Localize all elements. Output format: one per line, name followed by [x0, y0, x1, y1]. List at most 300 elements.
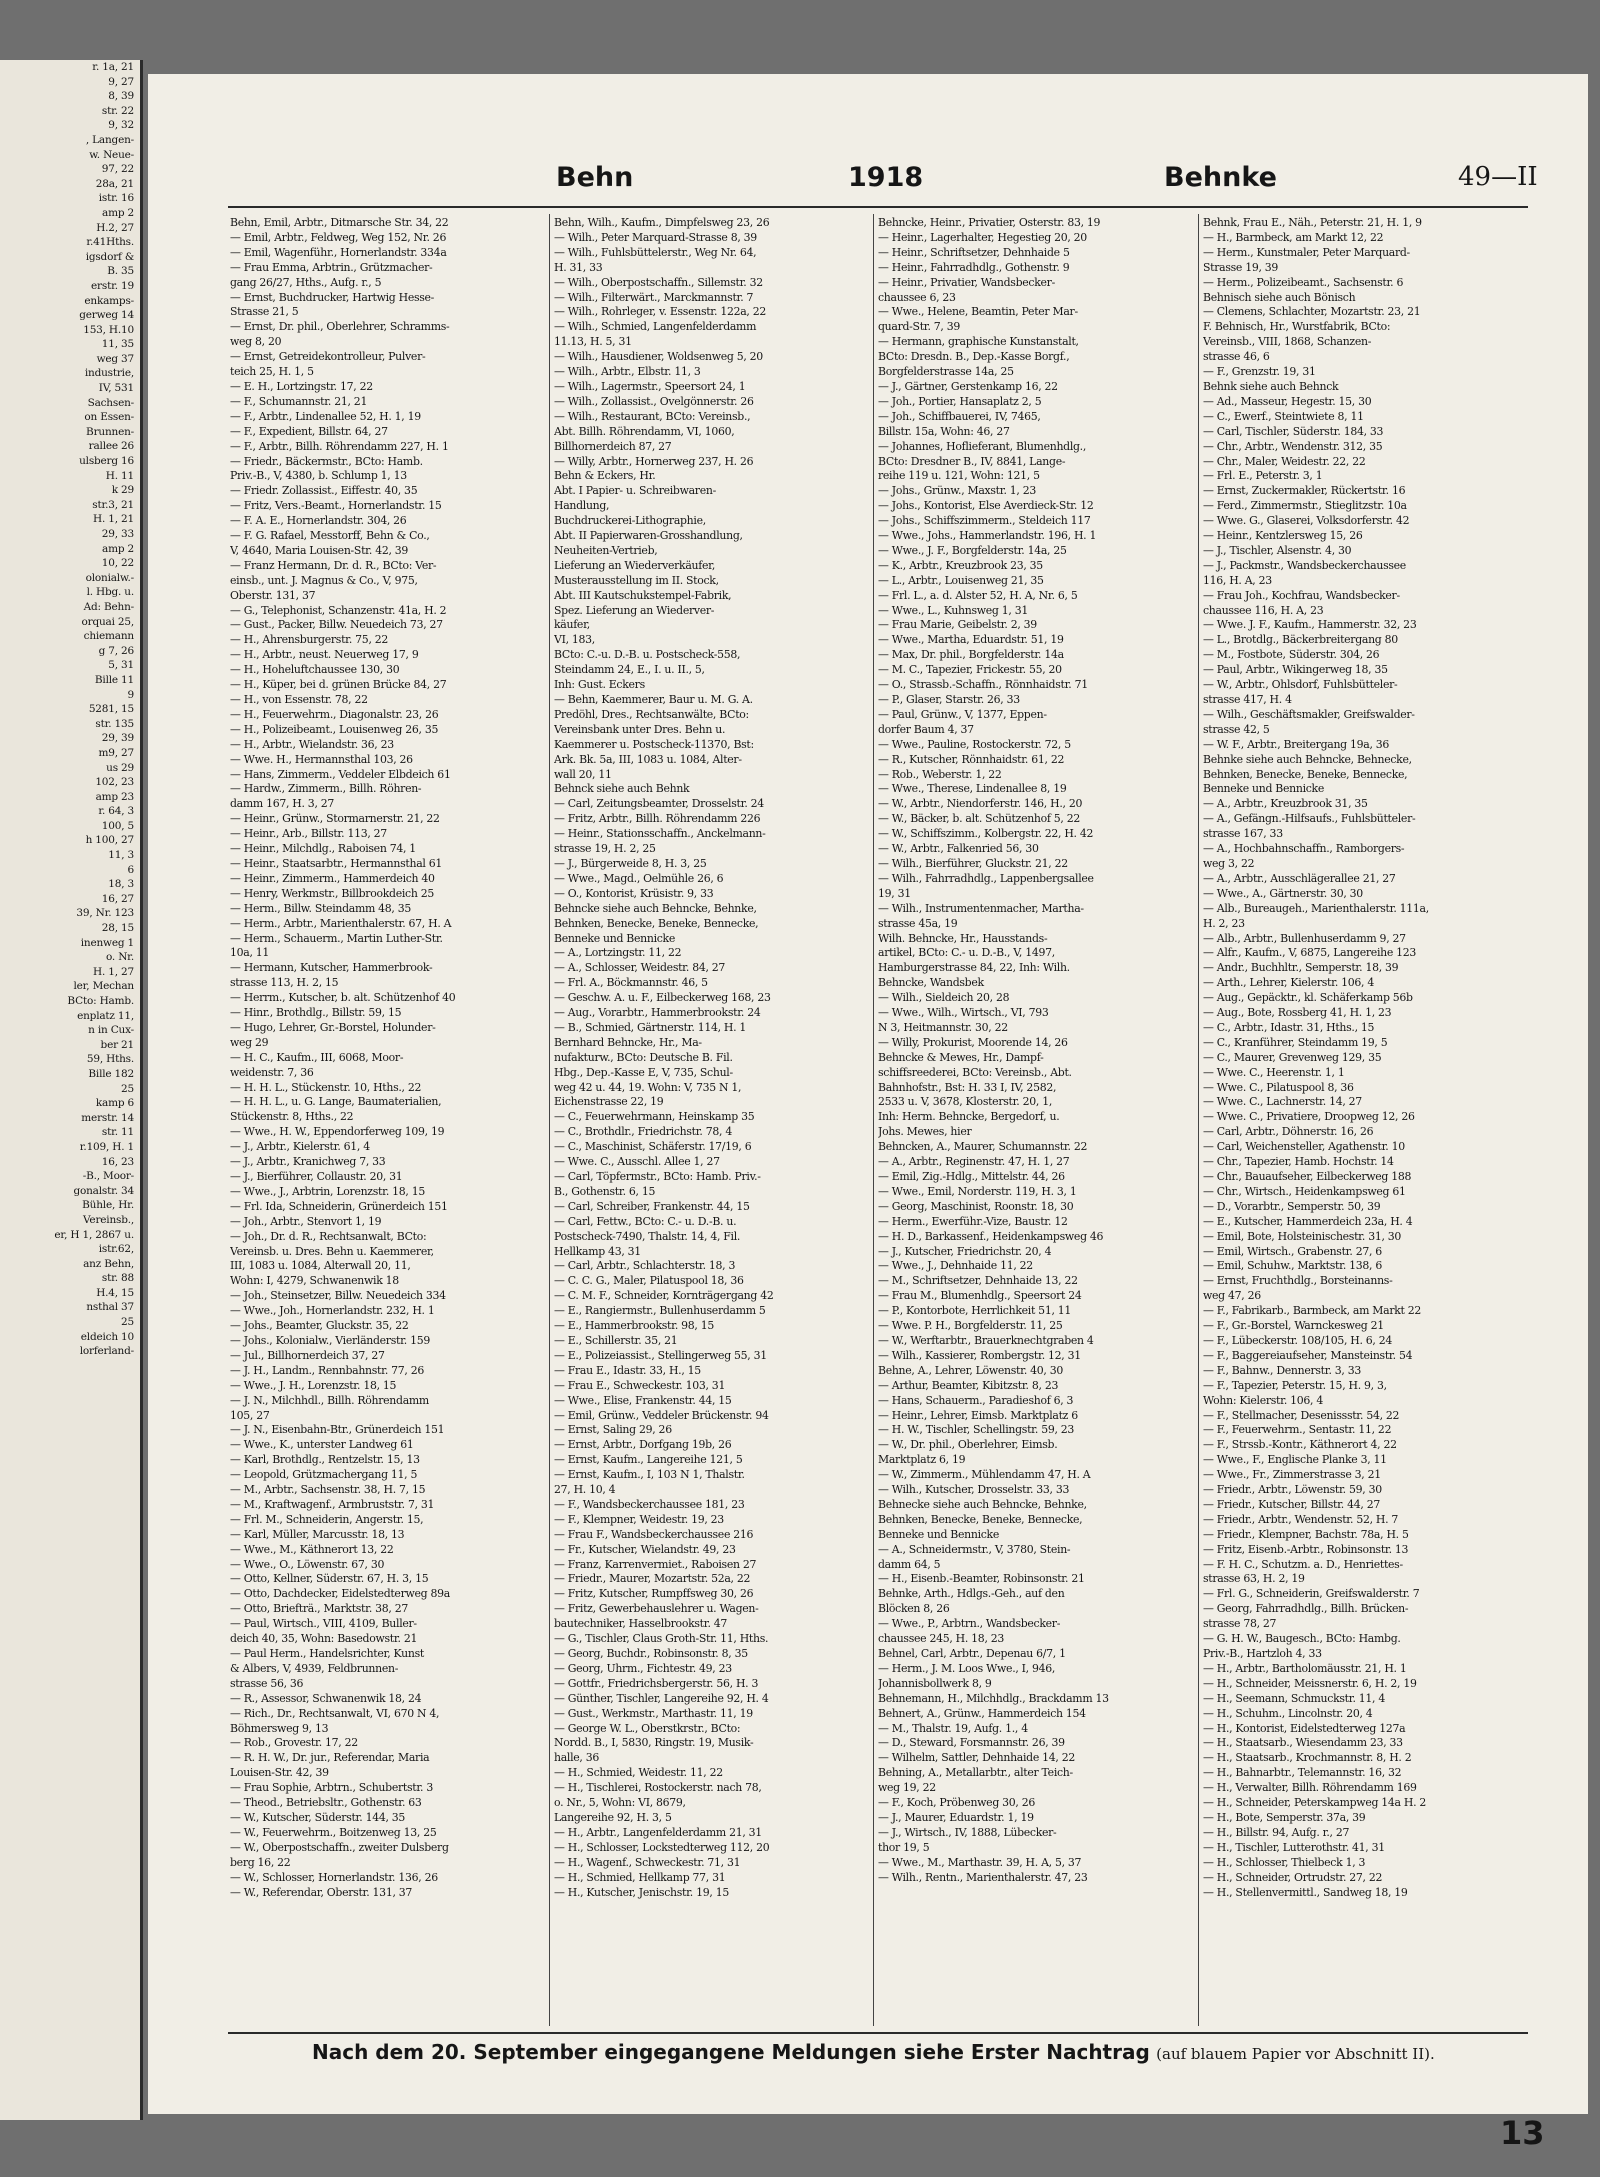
directory-entry: — H. D., Barkassenf., Heidenkampsweg 46	[878, 1229, 1104, 1243]
directory-entry: chaussee 116, H. A, 23	[1203, 603, 1324, 617]
directory-entry: deich 40, 35, Wohn: Basedowstr. 21	[230, 1632, 418, 1646]
directory-entry: — Wwe., Therese, Lindenallee 8, 19	[878, 782, 1067, 796]
directory-entry: — A., Lortzingstr. 11, 22	[554, 946, 682, 960]
fragment-line: amp 2	[102, 206, 134, 219]
directory-entry: — Wilh., Geschäftsmakler, Greifswalder-	[1203, 707, 1415, 721]
directory-entry: — E., Polizeiassist., Stellingerweg 55, 31	[554, 1348, 767, 1362]
directory-entry: weg 3, 22	[1203, 856, 1255, 870]
directory-entry: — R., Kutscher, Rönnhaidstr. 61, 22	[878, 752, 1065, 766]
directory-entry: bautechniker, Hasselbrookstr. 47	[554, 1617, 728, 1631]
directory-entry: — Friedr., Kutscher, Billstr. 44, 27	[1203, 1497, 1380, 1511]
page-header	[148, 162, 1588, 202]
directory-entry: Benneke und Bennicke	[554, 931, 675, 945]
directory-entry: — Georg, Buchdr., Robinsonstr. 8, 35	[554, 1647, 748, 1660]
fragment-line: r. 64, 3	[98, 805, 134, 818]
fragment-line: IV, 531	[98, 382, 134, 395]
directory-entry: — F., Bahnw., Dennerstr. 3, 33	[1203, 1363, 1361, 1377]
directory-entry: — Herm., Arbtr., Marienthalerstr. 67, H. A	[230, 916, 452, 930]
directory-entry: Behnke, Arth., Hdlgs.-Geh., auf den	[878, 1587, 1065, 1601]
directory-entry: — Georg, Fahrradhdlg., Billh. Brücken-	[1203, 1602, 1409, 1616]
directory-entry: Vereinsb. u. Dres. Behn u. Kaemmerer,	[230, 1244, 434, 1258]
directory-entry: — Wwe., Helene, Beamtin, Peter Mar-	[878, 305, 1078, 319]
directory-entry: — H., Schneider, Meissnerstr. 6, H. 2, 19	[1203, 1676, 1417, 1690]
directory-entry: — W., Zimmerm., Mühlendamm 47, H. A	[878, 1468, 1091, 1482]
directory-entry: — A., Arbtr., Reginenstr. 47, H. 1, 27	[878, 1155, 1070, 1169]
directory-entry: — J. N., Milchhdl., Billh. Röhrendamm	[230, 1393, 429, 1407]
column-divider	[1198, 214, 1199, 2026]
fragment-line: erstr. 19	[91, 279, 134, 292]
fragment-line: Ad: Behn-	[83, 600, 134, 613]
directory-entry: — Wwe., Emil, Norderstr. 119, H. 3, 1	[878, 1184, 1077, 1198]
directory-entry: — D., Vorarbtr., Semperstr. 50, 39	[1203, 1199, 1381, 1213]
directory-entry: — Frl. M., Schneiderin, Angerstr. 15,	[230, 1512, 424, 1526]
directory-entry: halle, 36	[554, 1751, 599, 1765]
directory-entry: — J., Maurer, Eduardstr. 1, 19	[878, 1810, 1034, 1824]
directory-entry: — Johs., Schiffszimmerm., Steldeich 117	[878, 514, 1091, 528]
directory-entry: — Frl. G., Schneiderin, Greifswalderstr. 7	[1203, 1587, 1420, 1601]
directory-entry: Predöhl, Dres., Rechtsanwälte, BCto:	[554, 707, 749, 721]
directory-entry: — A., Schlosser, Weidestr. 84, 27	[554, 961, 726, 975]
directory-entry: — Wwe., M., Käthnerort 13, 22	[230, 1542, 394, 1556]
directory-entry: Inh: Gust. Eckers	[554, 678, 645, 692]
fragment-line: enplatz 11,	[77, 1009, 134, 1022]
directory-entry: — Frau Sophie, Arbtrn., Schubertstr. 3	[230, 1781, 433, 1795]
fragment-line: merstr. 14	[81, 1111, 134, 1124]
directory-entry: — A., Gefängn.-Hilfsaufs., Fuhlsbütteler-	[1203, 812, 1416, 826]
directory-entry: Behnke siehe auch Behncke, Behnecke,	[1203, 752, 1412, 766]
fragment-line: 8, 39	[108, 90, 134, 103]
directory-entry: Johannisbollwerk 8, 9	[878, 1676, 992, 1690]
fragment-line: 5281, 15	[88, 703, 134, 716]
directory-entry: — Wwe. C., Pilatuspool 8, 36	[1203, 1080, 1354, 1094]
fragment-line: nsthal 37	[86, 1301, 134, 1314]
directory-entry: 11.13, H. 5, 31	[554, 335, 632, 349]
directory-entry: — F., Gr.-Borstel, Warnckesweg 21	[1203, 1319, 1384, 1333]
directory-entry: — Paul Herm., Handelsrichter, Kunst	[230, 1647, 424, 1660]
fragment-line: -B., Moor-	[82, 1170, 134, 1183]
directory-entry: — J., Packmstr., Wandsbeckerchaussee	[1203, 558, 1406, 572]
fragment-line: B. 35	[107, 265, 134, 278]
fragment-line: r. 1a, 21	[92, 61, 134, 73]
directory-entry: thor 19, 5	[878, 1840, 930, 1854]
directory-entry: — Wilh., Oberpostschaffn., Sillemstr. 32	[554, 275, 763, 289]
directory-entry: strasse 417, H. 4	[1203, 693, 1292, 706]
directory-entry: — Gottfr., Friedrichsbergerstr. 56, H. 3	[554, 1676, 759, 1690]
directory-entry: — Franz, Karrenvermiet., Raboisen 27	[554, 1557, 757, 1571]
directory-entry: — J., Arbtr., Kranichweg 7, 33	[230, 1155, 386, 1169]
directory-entry: Wohn: Kielerstr. 106, 4	[1203, 1393, 1324, 1407]
directory-entry: weg 29	[230, 1035, 269, 1049]
directory-entry: — M., Fostbote, Süderstr. 304, 26	[1203, 648, 1380, 662]
directory-entry: — Heinr., Kentzlersweg 15, 26	[1203, 529, 1363, 543]
directory-entry: — Wwe., P., Arbtrn., Wandsbecker-	[878, 1617, 1061, 1631]
directory-entry: 2533 u. V, 3678, Klosterstr. 20, 1,	[878, 1095, 1053, 1109]
directory-entry: Inh: Herm. Behncke, Bergedorf, u.	[878, 1110, 1060, 1124]
directory-entry: — J., Bürgerweide 8, H. 3, 25	[554, 856, 707, 870]
directory-entry: — Jul., Billhornerdeich 37, 27	[230, 1348, 385, 1362]
directory-entry: — Wwe., Magd., Oelmühle 26, 6	[554, 871, 724, 885]
fragment-line: amp 23	[95, 790, 134, 803]
directory-entry: BCto: Dresdn. B., Dep.-Kasse Borgf.,	[878, 350, 1070, 364]
directory-entry: Bahnhofstr., Bst: H. 33 I, IV, 2582,	[878, 1080, 1057, 1094]
fragment-line: h 100, 27	[85, 834, 134, 847]
directory-entry: — Emil, Bote, Holsteinischestr. 31, 30	[1203, 1229, 1402, 1243]
directory-entry: berg 16, 22	[230, 1855, 291, 1869]
directory-page	[148, 74, 1588, 2152]
directory-entry: — H., Arbtr., Bartholomäusstr. 21, H. 1	[1203, 1661, 1407, 1675]
fragment-line: 10, 22	[101, 557, 134, 570]
directory-entry: Johs. Mewes, hier	[878, 1125, 972, 1139]
directory-entry: Abt. Billh. Röhrendamm, VI, 1060,	[554, 424, 735, 438]
directory-entry: — Carl, Zeitungsbeamter, Drosselstr. 24	[554, 797, 764, 811]
directory-entry: — Heinr., Lehrer, Eimsb. Marktplatz 6	[878, 1408, 1078, 1422]
directory-entry: Behncke, Wandsbek	[878, 976, 984, 990]
directory-entry: — W., Feuerwehrm., Boitzenweg 13, 25	[230, 1825, 437, 1839]
directory-entry: — Ad., Masseur, Hegestr. 15, 30	[1203, 394, 1372, 408]
directory-entry: — Aug., Gepäcktr., kl. Schäferkamp 56b	[1203, 991, 1413, 1005]
directory-entry: — Chr., Bauaufseher, Eilbeckerweg 188	[1203, 1170, 1412, 1183]
directory-entry: — A., Schneidermstr., V, 3780, Stein-	[878, 1542, 1071, 1556]
fragment-line: 9, 32	[108, 119, 134, 132]
directory-entry: — Wwe., F., Englische Planke 3, 11	[1203, 1453, 1387, 1467]
directory-entry: — Herm., Polizeibeamt., Sachsenstr. 6	[1203, 275, 1404, 289]
directory-entry: — Frl. L., a. d. Alster 52, H. A, Nr. 6, 5	[878, 588, 1078, 602]
directory-entry: — Herm., Billw. Steindamm 48, 35	[230, 901, 412, 915]
directory-entry: — F., Lübeckerstr. 108/105, H. 6, 24	[1203, 1333, 1393, 1347]
directory-entry: B., Gothenstr. 6, 15	[554, 1184, 656, 1198]
directory-entry: dorfer Baum 4, 37	[878, 722, 974, 736]
fragment-line: weg 37	[96, 352, 134, 365]
fragment-line: kamp 6	[95, 1097, 134, 1110]
directory-entry: — Alb., Bureaugeh., Marienthalerstr. 111a,	[1203, 901, 1429, 915]
directory-entry: — B., Schmied, Gärtnerstr. 114, H. 1	[554, 1020, 747, 1034]
directory-entry: — H., Küper, bei d. grünen Brücke 84, 27	[230, 678, 447, 692]
directory-entry: — W., Arbtr., Falkenried 56, 30	[878, 842, 1039, 856]
directory-entry: — Heinr., Arb., Billstr. 113, 27	[230, 827, 387, 841]
directory-entry: Hamburgerstrasse 84, 22, Inh: Wilh.	[878, 961, 1070, 975]
directory-entry: Bernhard Behncke, Hr., Ma-	[554, 1035, 702, 1049]
column-1	[230, 216, 548, 2026]
directory-entry: Abt. I Papier- u. Schreibwaren-	[554, 484, 716, 498]
fragment-line: Vereinsb.,	[83, 1213, 134, 1226]
directory-entry: — Wilh., Kutscher, Drosselstr. 33, 33	[878, 1483, 1070, 1497]
directory-entry: — C., Brothdlr., Friedrichstr. 78, 4	[554, 1125, 732, 1139]
directory-entry: weg 8, 20	[230, 335, 282, 349]
directory-entry: — Wilh., Rohrleger, v. Essenstr. 122a, 22	[554, 305, 767, 319]
directory-entry: Eichenstrasse 22, 19	[554, 1095, 664, 1109]
directory-entry: — H., Schmied, Weidestr. 11, 22	[554, 1766, 723, 1780]
directory-entry: Vereinsb., VIII, 1868, Schanzen-	[1203, 335, 1372, 349]
directory-entry: Stückenstr. 8, Hths., 22	[230, 1110, 354, 1124]
directory-entry: quard-Str. 7, 39	[878, 320, 961, 334]
directory-entry: — Emil, Wagenführ., Hornerlandstr. 334a	[230, 245, 447, 259]
directory-entry: — Frau Emma, Arbtrin., Grützmacher-	[230, 260, 433, 274]
directory-entry: — Heinr., Milchdlg., Raboisen 74, 1	[230, 842, 416, 856]
directory-entry: — F., Arbtr., Lindenallee 52, H. 1, 19	[230, 409, 421, 423]
directory-entry: — G. H. W., Baugesch., BCto: Hambg.	[1203, 1632, 1401, 1646]
fragment-line: amp 2	[102, 542, 134, 555]
directory-entry: — R. H. W., Dr. jur., Referendar, Maria	[230, 1751, 430, 1765]
directory-entry: — H., Tischlerei, Rostockerstr. nach 78,	[554, 1781, 762, 1795]
directory-entry: strasse 167, 33	[1203, 827, 1283, 841]
directory-entry: — W., Referendar, Oberstr. 131, 37	[230, 1885, 413, 1899]
directory-entry: schiffsreederei, BCto: Vereinsb., Abt.	[878, 1065, 1072, 1079]
directory-entry: — Heinr., Lagerhalter, Hegestieg 20, 20	[878, 230, 1087, 244]
fragment-line: w. Neue-	[89, 148, 134, 161]
directory-entry: — Heinr., Privatier, Wandsbecker-	[878, 275, 1055, 289]
footer-notice-text: Nach dem 20. September eingegangene Meldungen siehe Erster Nachtrag	[312, 2040, 1150, 2064]
fragment-line: industrie,	[84, 367, 134, 380]
fragment-line: BCto: Hamb.	[67, 995, 134, 1007]
directory-entry: — Hans, Zimmerm., Veddeler Elbdeich 61	[230, 767, 451, 781]
directory-entry: chaussee 245, H. 18, 23	[878, 1632, 1005, 1646]
directory-entry: — G., Telephonist, Schanzenstr. 41a, H. 2	[230, 603, 447, 617]
directory-entry: — Wwe. C., Lachnerstr. 14, 27	[1203, 1095, 1362, 1109]
directory-entry: — Aug., Bote, Rossberg 41, H. 1, 23	[1203, 1006, 1392, 1020]
directory-entry: Handlung,	[554, 499, 610, 513]
fragment-line: anz Behn,	[83, 1257, 134, 1270]
directory-entry: — Wwe. G., Glaserei, Volksdorferstr. 42	[1203, 514, 1410, 528]
directory-entry: — C. M. F., Schneider, Kornträgergang 42	[554, 1289, 774, 1303]
directory-entry: — F., Wandsbeckerchaussee 181, 23	[554, 1497, 745, 1511]
directory-entry: weg 47, 26	[1203, 1289, 1261, 1303]
directory-entry: — Ernst, Fruchthdlg., Borsteinanns-	[1203, 1274, 1393, 1288]
fragment-line: n in Cux-	[88, 1024, 134, 1037]
directory-entry: — Wilh., Rentn., Marienthalerstr. 47, 23	[878, 1870, 1088, 1884]
directory-entry: — Hinr., Brothdlg., Billstr. 59, 15	[230, 1006, 402, 1020]
fragment-line: H.2, 27	[96, 221, 134, 234]
fragment-line: olonialw.-	[85, 571, 134, 584]
footer-note: (auf blauem Papier vor Abschnitt II).	[1156, 2045, 1435, 2063]
fragment-line: istr. 16	[98, 192, 134, 205]
directory-entry: — H., von Essenstr. 78, 22	[230, 693, 368, 706]
directory-entry: Behnken, Benecke, Beneke, Bennecke,	[554, 916, 759, 930]
directory-entry: Behnecke siehe auch Behncke, Behnke,	[878, 1497, 1087, 1511]
directory-entry: Priv.-B., Hartzloh 4, 33	[1203, 1647, 1322, 1660]
header-page-ref: 49—II	[1458, 162, 1538, 192]
directory-entry: — H. H. L., u. G. Lange, Baumaterialien,	[230, 1095, 442, 1109]
directory-entry: — Wwe., Elise, Frankenstr. 44, 15	[554, 1393, 732, 1407]
fragment-line: 18, 3	[108, 878, 134, 891]
directory-entry: — Wwe. H., Hermannsthal 103, 26	[230, 752, 413, 766]
fragment-line: m9, 27	[98, 746, 134, 759]
fragment-line: r.109, H. 1	[79, 1140, 134, 1153]
directory-entry: Hbg., Dep.-Kasse E, V, 735, Schul-	[554, 1065, 733, 1079]
directory-entry: — Friedr., Arbtr., Löwenstr. 59, 30	[1203, 1483, 1382, 1497]
directory-entry: — E. H., Lortzingstr. 17, 22	[230, 379, 373, 393]
directory-entry: Benneke und Bennicke	[1203, 782, 1324, 796]
directory-entry: — Wwe., J. F., Borgfelderstr. 14a, 25	[878, 543, 1067, 557]
directory-entry: — Johs., Kontorist, Else Averdieck-Str. 12	[878, 499, 1094, 513]
fragment-line: 59, Hths.	[86, 1053, 134, 1066]
directory-entry: — M., Arbtr., Sachsenstr. 38, H. 7, 15	[230, 1483, 426, 1497]
directory-entry: Behnel, Carl, Arbtr., Depenau 6/7, 1	[878, 1647, 1066, 1660]
directory-entry: — Joh., Schiffbauerei, IV, 7465,	[878, 409, 1041, 423]
directory-entry: — Joh., Portier, Hansaplatz 2, 5	[878, 394, 1042, 408]
directory-entry: — W., Werftarbtr., Brauerknechtgraben 4	[878, 1333, 1094, 1347]
directory-entry: — Wwe., L., Kuhnsweg 1, 31	[878, 603, 1028, 617]
directory-entry: — F., Feuerwehrm., Sentastr. 11, 22	[1203, 1423, 1392, 1437]
directory-entry: — Carl, Tischler, Süderstr. 184, 33	[1203, 424, 1384, 438]
directory-entry: Lieferung an Wiederverkäufer,	[554, 558, 715, 572]
directory-entry: Abt. III Kautschukstempel-Fabrik,	[554, 588, 732, 602]
fragment-line: 28, 15	[101, 922, 134, 935]
directory-entry: Behn & Eckers, Hr.	[554, 469, 656, 483]
directory-entry: reihe 119 u. 121, Wohn: 121, 5	[878, 469, 1040, 483]
directory-entry: strasse 63, H. 2, 19	[1203, 1572, 1305, 1586]
directory-entry: — A., Arbtr., Ausschlägerallee 21, 27	[1203, 871, 1396, 885]
directory-entry: — H., Feuerwehrm., Diagonalstr. 23, 26	[230, 707, 439, 721]
directory-entry: — George W. L., Oberstkrstr., BCto:	[554, 1721, 741, 1735]
fragment-line: Bühle, Hr.	[82, 1199, 134, 1212]
directory-entry: — H., Hoheluftchaussee 130, 30	[230, 663, 400, 677]
directory-entry: — Wilh., Kassierer, Rombergstr. 12, 31	[878, 1348, 1081, 1362]
directory-entry: — Herrm., Kutscher, b. alt. Schützenhof 40	[230, 991, 456, 1005]
fragment-line: 9	[127, 688, 134, 701]
directory-entry: — Heinr., Schriftsetzer, Dehnhaide 5	[878, 245, 1070, 259]
directory-entry: — Wilh., Peter Marquard-Strasse 8, 39	[554, 230, 757, 244]
directory-entry: weg 42 u. 44, 19. Wohn: V, 735 N 1,	[554, 1080, 742, 1094]
directory-entry: — Wwe., Pauline, Rostockerstr. 72, 5	[878, 737, 1071, 751]
directory-entry: — H., Arbtr., Langenfelderdamm 21, 31	[554, 1825, 762, 1839]
directory-entry: — F., Koch, Pröbenweg 30, 26	[878, 1796, 1035, 1810]
directory-entry: — Wilh., Fuhlsbüttelerstr., Weg Nr. 64,	[554, 245, 757, 259]
directory-entry: 19, 31	[878, 886, 911, 900]
directory-entry: — Wilh., Arbtr., Elbstr. 11, 3	[554, 365, 701, 379]
directory-entry: & Albers, V, 4939, Feldbrunnen-	[230, 1661, 399, 1675]
fragment-line: 25	[121, 1082, 134, 1095]
directory-entry: — Heinr., Zimmerm., Hammerdeich 40	[230, 871, 435, 885]
directory-entry: — Wwe., Wilh., Wirtsch., VI, 793	[878, 1006, 1049, 1020]
directory-entry: — Fritz, Kutscher, Rumpffsweg 30, 26	[554, 1587, 754, 1601]
fragment-line: str. 22	[101, 104, 134, 117]
directory-entry: — Wwe. J. F., Kaufm., Hammerstr. 32, 23	[1203, 618, 1417, 632]
directory-entry: Hellkamp 43, 31	[554, 1244, 641, 1258]
directory-entry: strasse 56, 36	[230, 1676, 304, 1690]
directory-entry: — H., Bahnarbtr., Telemannstr. 16, 32	[1203, 1766, 1402, 1780]
directory-entry: — Wwe., J. H., Lorenzstr. 18, 15	[230, 1378, 397, 1392]
directory-entry: — Otto, Briefträ., Marktstr. 38, 27	[230, 1602, 409, 1616]
directory-entry: Billhornerdeich 87, 27	[554, 439, 672, 453]
directory-entry: — Wilh., Fahrradhdlg., Lappenbergsallee	[878, 871, 1094, 885]
directory-entry: artikel, BCto: C.- u. D.-B., V, 1497,	[878, 946, 1055, 960]
directory-entry: — Wwe., H. W., Eppendorferweg 109, 19	[230, 1125, 445, 1139]
directory-entry: — Wilhelm, Sattler, Dehnhaide 14, 22	[878, 1751, 1075, 1765]
directory-entry: — W., Oberpostschaffn., zweiter Dulsberg	[230, 1840, 449, 1854]
directory-entry: Billstr. 15a, Wohn: 46, 27	[878, 424, 1010, 438]
directory-entry: — Frau M., Blumenhdlg., Speersort 24	[878, 1289, 1082, 1303]
directory-entry: — Friedr., Arbtr., Wendenstr. 52, H. 7	[1203, 1512, 1399, 1526]
directory-entry: H. 31, 33	[554, 260, 603, 274]
directory-entry: weidenstr. 7, 36	[230, 1065, 314, 1079]
directory-entry: H. 2, 23	[1203, 916, 1245, 930]
directory-entry: — H. C., Kaufm., III, 6068, Moor-	[230, 1050, 404, 1064]
directory-entry: — Emil, Schuhw., Marktstr. 138, 6	[1203, 1259, 1382, 1273]
fragment-line: 6	[127, 863, 134, 876]
directory-entry: Neuheiten-Vertrieb,	[554, 543, 658, 557]
directory-entry: — W., Kutscher, Süderstr. 144, 35	[230, 1810, 406, 1824]
fragment-line: on Essen-	[84, 411, 134, 424]
fragment-line: ler, Mechan	[73, 980, 134, 993]
directory-entry: — Rob., Weberstr. 1, 22	[878, 767, 1002, 781]
directory-entry: — H., Schmied, Hellkamp 77, 31	[554, 1870, 726, 1884]
directory-entry: — E., Schillerstr. 35, 21	[554, 1333, 678, 1347]
directory-entry: Behncke, Heinr., Privatier, Osterstr. 83, 19	[878, 216, 1101, 229]
fragment-line: H. 1, 27	[93, 965, 134, 978]
directory-entry: — Hugo, Lehrer, Gr.-Borstel, Holunder-	[230, 1020, 436, 1034]
directory-entry: — F., Stellmacher, Desenissstr. 54, 22	[1203, 1408, 1400, 1422]
directory-entry: Ark. Bk. 5a, III, 1083 u. 1084, Alter-	[554, 752, 742, 766]
directory-entry: Behnken, Benecke, Beneke, Bennecke,	[878, 1512, 1083, 1526]
directory-entry: — Wwe., Martha, Eduardstr. 51, 19	[878, 633, 1064, 647]
directory-entry: — Johs., Beamter, Gluckstr. 35, 22	[230, 1319, 409, 1333]
directory-entry: — Paul, Wirtsch., VIII, 4109, Buller-	[230, 1617, 417, 1631]
directory-entry: — Clemens, Schlachter, Mozartstr. 23, 21	[1203, 305, 1421, 319]
directory-entry: Behning, A., Metallarbtr., alter Teich-	[878, 1766, 1073, 1780]
directory-entry: — Friedr., Maurer, Mozartstr. 52a, 22	[554, 1572, 751, 1586]
directory-entry: — Emil, Wirtsch., Grabenstr. 27, 6	[1203, 1244, 1382, 1258]
directory-entry: — Theod., Betriebsltr., Gothenstr. 63	[230, 1796, 422, 1810]
directory-entry: — Andr., Buchhltr., Semperstr. 18, 39	[1203, 961, 1399, 975]
directory-entry: — H., Schneider, Peterskampweg 14a H. 2	[1203, 1796, 1427, 1810]
fragment-line: 16, 27	[101, 892, 134, 905]
directory-entry: Behnken, Benecke, Beneke, Bennecke,	[1203, 767, 1408, 781]
directory-entry: Vereinsbank unter Dres. Behn u.	[554, 722, 726, 736]
directory-entry: Wilh. Behncke, Hr., Hausstands-	[878, 931, 1048, 945]
directory-entry: F. Behnisch, Hr., Wurstfabrik, BCto:	[1203, 320, 1391, 334]
directory-entry: strasse 42, 5	[1203, 722, 1270, 736]
directory-entry: — Wwe. C., Ausschl. Allee 1, 27	[554, 1155, 720, 1169]
directory-entry: Behnk, Frau E., Näh., Peterstr. 21, H. 1, 9	[1203, 216, 1422, 229]
directory-entry: — Ernst, Kaufm., Langereihe 121, 5	[554, 1453, 743, 1467]
directory-entry: Strasse 19, 39	[1203, 260, 1279, 274]
directory-entry: — H., Verwalter, Billh. Röhrendamm 169	[1203, 1781, 1417, 1795]
fragment-line: str. 135	[95, 717, 134, 730]
fragment-line: str. 88	[101, 1272, 134, 1285]
directory-entry: — C., Kranführer, Steindamm 19, 5	[1203, 1035, 1388, 1049]
directory-entry: Behncken, A., Maurer, Schumannstr. 22	[878, 1140, 1088, 1154]
directory-entry: — L., Brotdlg., Bäckerbreitergang 80	[1203, 633, 1398, 647]
directory-entry: — Geschw. A. u. F., Eilbeckerweg 168, 23	[554, 991, 771, 1005]
directory-entry: Postscheck-7490, Thalstr. 14, 4, Fil.	[554, 1229, 741, 1243]
directory-entry: nufakturw., BCto: Deutsche B. Fil.	[554, 1050, 733, 1064]
directory-entry: — M., Thalstr. 19, Aufg. 1., 4	[878, 1721, 1028, 1735]
directory-entry: — C., Maurer, Grevenweg 129, 35	[1203, 1050, 1382, 1064]
directory-entry: — Friedr., Klempner, Bachstr. 78a, H. 5	[1203, 1527, 1409, 1541]
directory-entry: — F. H. C., Schutzm. a. D., Henriettes-	[1203, 1557, 1403, 1571]
directory-entry: — F., Expedient, Billstr. 64, 27	[230, 424, 388, 438]
directory-entry: — Wilh., Lagermstr., Speersort 24, 1	[554, 379, 746, 393]
directory-entry: — H., Kutscher, Jenischstr. 19, 15	[554, 1885, 729, 1899]
directory-entry: — F. A. E., Hornerlandstr. 304, 26	[230, 514, 407, 528]
directory-entry: V, 4640, Maria Louisen-Str. 42, 39	[230, 543, 409, 557]
footer-notice	[312, 2040, 1512, 2072]
directory-entry: — Wilh., Filterwärt., Marckmannstr. 7	[554, 290, 754, 304]
directory-entry: — Friedr. Zollassist., Eiffestr. 40, 35	[230, 484, 418, 498]
fragment-line: str.3, 21	[92, 498, 134, 511]
directory-entry: Behncke siehe auch Behncke, Behnke,	[554, 901, 757, 915]
fragment-line: er, H 1, 2867 u.	[54, 1228, 134, 1241]
page-number: 13	[1500, 2114, 1545, 2152]
directory-entry: — Johannes, Hoflieferant, Blumenhdlg.,	[878, 439, 1087, 453]
directory-entry: — Georg, Maschinist, Roonstr. 18, 30	[878, 1199, 1074, 1213]
directory-entry: — Johs., Kolonialw., Vierländerstr. 159	[230, 1333, 430, 1347]
directory-entry: — H., Arbtr., Wielandstr. 36, 23	[230, 737, 394, 751]
directory-entry: — Gust., Packer, Billw. Neuedeich 73, 27	[230, 618, 443, 632]
fragment-line: 29, 33	[101, 528, 134, 540]
directory-entry: käufer,	[554, 618, 590, 632]
directory-entry: — H., Staatsarb., Wiesendamm 23, 33	[1203, 1736, 1403, 1750]
